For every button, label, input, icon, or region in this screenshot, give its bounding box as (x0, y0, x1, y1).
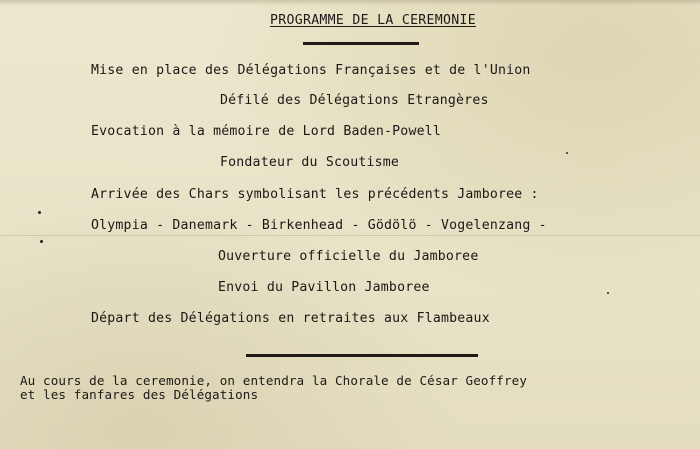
ink-speck (40, 240, 43, 243)
document-title: PROGRAMME DE LA CEREMONIE (270, 13, 476, 28)
program-item-6: Olympia - Danemark - Birkenhead - Gödölö - Vogelenzang - (91, 218, 547, 233)
title-underline-rule (303, 42, 419, 45)
program-item-5: Arrivée des Chars symbolisant les précédents Jamboree : (91, 187, 539, 202)
program-item-3: Evocation à la mémoire de Lord Baden-Powell (91, 124, 442, 139)
ink-speck (38, 211, 41, 214)
program-item-2: Défilé des Délégations Etrangères (220, 93, 489, 108)
program-item-1: Mise en place des Délégations Françaises et de l'Union (91, 63, 531, 78)
paper-edge-shadow (0, 0, 700, 6)
program-item-8: Envoi du Pavillon Jamboree (218, 280, 430, 295)
program-item-9: Départ des Délégations en retraites aux Flambeaux (91, 311, 490, 326)
footer-separator-rule (246, 354, 478, 357)
footer-line-2: et les fanfares des Délégations (20, 387, 259, 402)
ink-speck (607, 292, 609, 294)
ink-speck (566, 152, 568, 154)
footer-line-1: Au cours de la ceremonie, on entendra la Chorale de César Geoffrey (20, 373, 528, 388)
program-item-4: Fondateur du Scoutisme (220, 155, 400, 170)
paper-crease (0, 235, 700, 236)
program-item-7: Ouverture officielle du Jamboree (218, 249, 479, 264)
